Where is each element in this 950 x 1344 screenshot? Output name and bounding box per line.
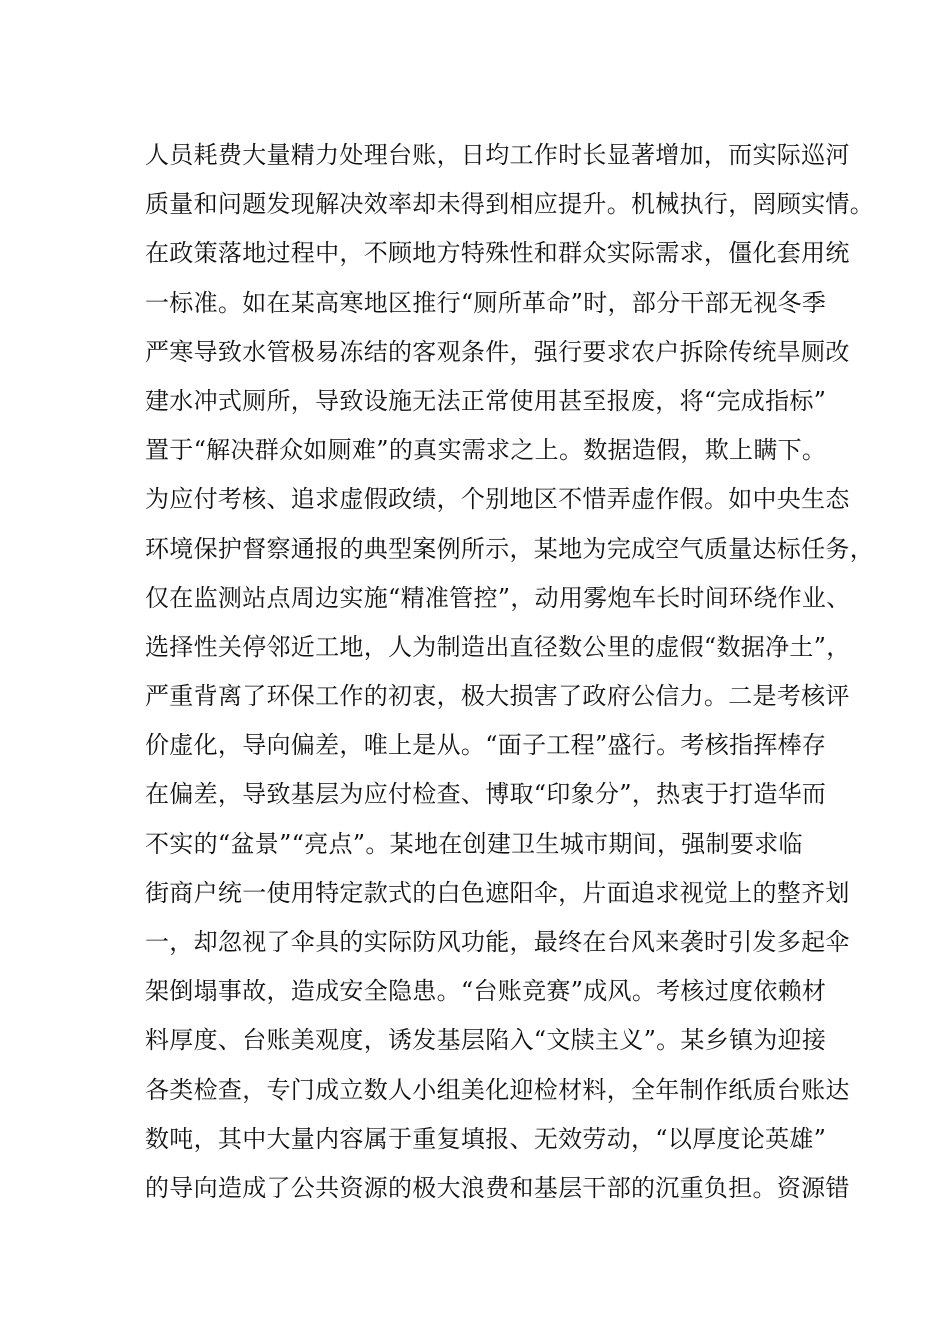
text-line: 严重背离了环保工作的初衷，极大损害了政府公信力。二是考核评 <box>145 682 850 711</box>
body-text <box>145 131 874 1213</box>
text-line: 价虚化，导向偏差，唯上是从。“面子工程”盛行。考核指挥棒存 <box>145 731 827 760</box>
text-line: 数吨，其中大量内容属于重复填报、无效劳动，“以厚度论英雄” <box>145 1124 827 1153</box>
text-line: 人员耗费大量精力处理台账，日均工作时长显著增加，而实际巡河 <box>145 141 850 169</box>
text-line: 在政策落地过程中，不顾地方特殊性和群众实际需求，僵化套用统 <box>145 239 850 268</box>
text-line: 置于“解决群众如厕难”的真实需求之上。数据造假，欺上瞒下。 <box>145 436 827 465</box>
text-line: 严寒导致水管极易冻结的客观条件，强行要求农户拆除传统旱厕改 <box>145 337 850 366</box>
text-line: 料厚度、台账美观度，诱发基层陷入“文牍主义”。某乡镇为迎接 <box>145 1026 827 1055</box>
text-line: 选择性关停邻近工地，人为制造出直径数公里的虚假“数据净土”， <box>145 632 851 661</box>
text-line: 为应付考核、追求虚假政绩，个别地区不惜弄虚作假。如中央生态 <box>145 485 850 514</box>
text-line: 一标准。如在某高寒地区推行“厕所革命”时，部分干部无视冬季 <box>145 288 827 317</box>
text-line: 的导向造成了公共资源的极大浪费和基层干部的沉重负担。资源错 <box>145 1173 850 1202</box>
text-line: 建水冲式厕所，导致设施无法正常使用甚至报废，将“完成指标” <box>145 386 827 415</box>
text-line: 架倒塌事故，造成安全隐患。“台账竞赛”成风。考核过度依赖材 <box>145 977 827 1006</box>
text-line: 不实的“盆景”“亮点”。某地在创建卫生城市期间，强制要求临 <box>145 829 803 858</box>
text-line: 仅在监测站点周边实施“精准管控”，动用雾炮车长时间环绕作业、 <box>145 583 851 612</box>
text-line: 街商户统一使用特定款式的白色遮阳伞，片面追求视觉上的整齐划 <box>145 878 850 907</box>
text-line: 环境保护督察通报的典型案例所示，某地为完成空气质量达标任务， <box>145 534 874 563</box>
text-line: 各类检查，专门成立数人小组美化迎检材料，全年制作纸质台账达 <box>145 1075 850 1104</box>
text-line: 一，却忽视了伞具的实际防风功能，最终在台风来袭时引发多起伞 <box>145 928 850 956</box>
text-line: 在偏差，导致基层为应付检查、博取“印象分”，热衷于打造华而 <box>145 780 827 809</box>
text-line: 质量和问题发现解决效率却未得到相应提升。机械执行，罔顾实情。 <box>145 190 874 219</box>
